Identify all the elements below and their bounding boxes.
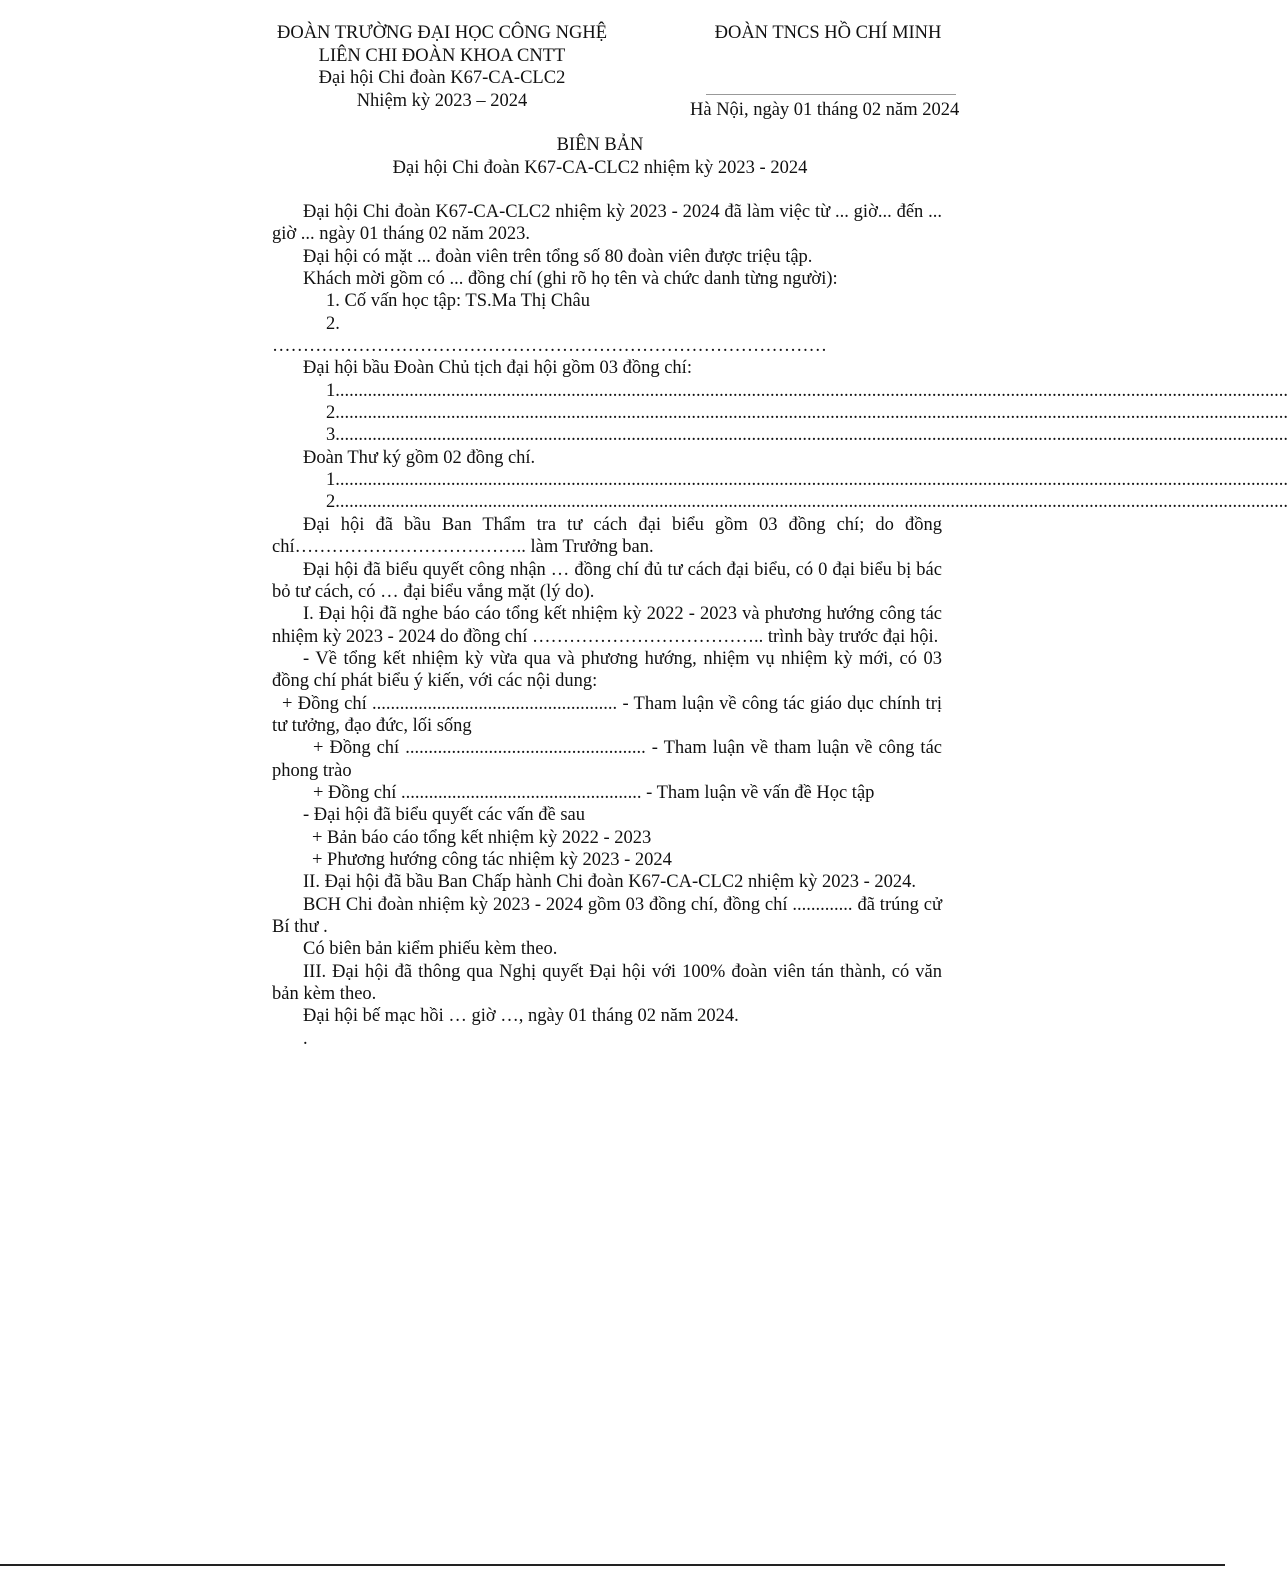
paragraph-ballot-report: Có biên bản kiểm phiếu kèm theo. [303, 939, 558, 960]
paragraph-attendance: Đại hội có mặt ... đoàn viên trên tổng số 80 đoàn viên được triệu tập. [303, 246, 813, 267]
header-left-line-3: Đại hội Chi đoàn K67-CA-CLC2 [318, 68, 566, 88]
document-date: Hà Nội, ngày 01 tháng 02 năm 2024 [690, 100, 960, 120]
header-organization-left [262, 22, 622, 112]
page-bottom-border [0, 1564, 1225, 1566]
paragraph-credentials-vote: Đại hội đã biểu quyết công nhận … đồng chí đủ tư cách đại biểu, có 0 đại biểu bị bác bỏ tư cách, có … đại biểu vắng mặt (lý do). [272, 559, 942, 602]
document-subtitle: Đại hội Chi đoàn K67-CA-CLC2 nhiệm kỳ 2023 - 2024 [392, 157, 808, 178]
paragraph-closing: Đại hội bế mạc hồi … giờ …, ngày 01 tháng 02 năm 2024. [303, 1006, 739, 1027]
secretary-item-1 [272, 469, 1288, 491]
presidium-item-2-number: 2. [326, 403, 340, 424]
secretary-item-2-blank: ............................................................................................................................................................................................................. [339, 492, 1288, 513]
guest-item-1: 1. Cố vấn học tập: TS.Ma Thị Châu [326, 291, 590, 312]
paragraph-executive-committee: BCH Chi đoàn nhiệm kỳ 2023 - 2024 gồm 03 đồng chí, đồng chí ............. đã trúng cử Bí thư . [272, 894, 942, 937]
header-organization-right: ĐOÀN TNCS HỒ CHÍ MINH [714, 23, 942, 43]
paragraph-session-time: Đại hội Chi đoàn K67-CA-CLC2 nhiệm kỳ 2023 - 2024 đã làm việc từ ... giờ... đến ... giờ ... ngày 01 tháng 02 năm 2023. [272, 202, 942, 245]
section-3-resolution: III. Đại hội đã thông qua Nghị quyết Đại hội với 100% đoàn viên tán thành, có văn bản kèm theo. [272, 961, 942, 1005]
secretary-item-2-number: 2. [326, 492, 340, 513]
vote-item-2: + Phương hướng công tác nhiệm kỳ 2023 - 2024 [312, 849, 672, 870]
secretary-item-1-blank: ............................................................................................................................................................................................................. [339, 470, 1288, 491]
paragraph-guests-intro: Khách mời gồm có ... đồng chí (ghi rõ họ tên và chức danh từng người): [303, 269, 838, 290]
document-title-block [240, 134, 960, 179]
document-title: BIÊN BẢN [556, 135, 644, 155]
header-left-line-1: ĐOÀN TRƯỜNG ĐẠI HỌC CÔNG NGHỆ [276, 23, 608, 43]
presidium-item-1 [272, 380, 1288, 402]
presidium-item-3-blank: ............................................................................................................................................................................................................. [339, 425, 1288, 446]
presidium-item-2-blank: ............................................................................................................................................................................................................. [339, 403, 1288, 424]
speech-item-2: + Đồng chí .................................................... - Tham luận về tham luận về công tác phong trào [272, 738, 942, 781]
speech-item-1: + Đồng chí ..................................................... - Tham luận về công tác giáo dục chính trị tư tưởng, đạo đức, lối sống [272, 693, 942, 736]
header-left-line-4: Nhiệm kỳ 2023 – 2024 [356, 90, 528, 111]
paragraph-credentials-committee: Đại hội đã bầu Ban Thẩm tra tư cách đại biểu gồm 03 đồng chí; do đồng chí……………………………….. làm Trưởng ban. [272, 514, 942, 558]
presidium-item-2 [272, 402, 1288, 424]
dotted-separator: ……………………………………………………………………………… [272, 336, 827, 357]
section-2-election: II. Đại hội đã bầu Ban Chấp hành Chi đoàn K67-CA-CLC2 nhiệm kỳ 2023 - 2024. [303, 872, 916, 893]
secretary-item-1-number: 1. [326, 470, 340, 491]
presidium-item-1-blank: ............................................................................................................................................................................................................. [339, 380, 1288, 401]
vote-intro: - Đại hội đã biểu quyết các vấn đề sau [303, 805, 586, 826]
presidium-intro: Đại hội bầu Đoàn Chủ tịch đại hội gồm 03 đồng chí: [303, 358, 692, 379]
secretary-item-2 [272, 491, 1288, 513]
vote-item-1: + Bản báo cáo tổng kết nhiệm kỳ 2022 - 2023 [312, 827, 652, 848]
header-left-line-2: LIÊN CHI ĐOÀN KHOA CNTT [318, 45, 566, 66]
speech-item-3: + Đồng chí .................................................... - Tham luận về vấn đề Học tập [313, 782, 875, 803]
presidium-item-1-number: 1. [326, 380, 340, 401]
discussion-intro: - Về tổng kết nhiệm kỳ vừa qua và phương hướng, nhiệm vụ nhiệm kỳ mới, có 03 đồng chí phát biểu ý kiến, với các nội dung: [272, 648, 942, 692]
presidium-item-3-number: 3. [326, 425, 340, 446]
section-1-report: I. Đại hội đã nghe báo cáo tổng kết nhiệm kỳ 2022 - 2023 và phương hướng công tác nhiệm kỳ 2023 - 2024 do đồng chí ……………………………….. trình bày trước đại hội. [272, 604, 942, 647]
secretary-intro: Đoàn Thư ký gồm 02 đồng chí. [303, 447, 536, 468]
document-body [272, 201, 1288, 1050]
presidium-item-3 [272, 424, 1288, 446]
guest-item-2: 2. [326, 313, 340, 334]
header-divider [706, 94, 956, 95]
trailing-mark: . [303, 1028, 308, 1049]
